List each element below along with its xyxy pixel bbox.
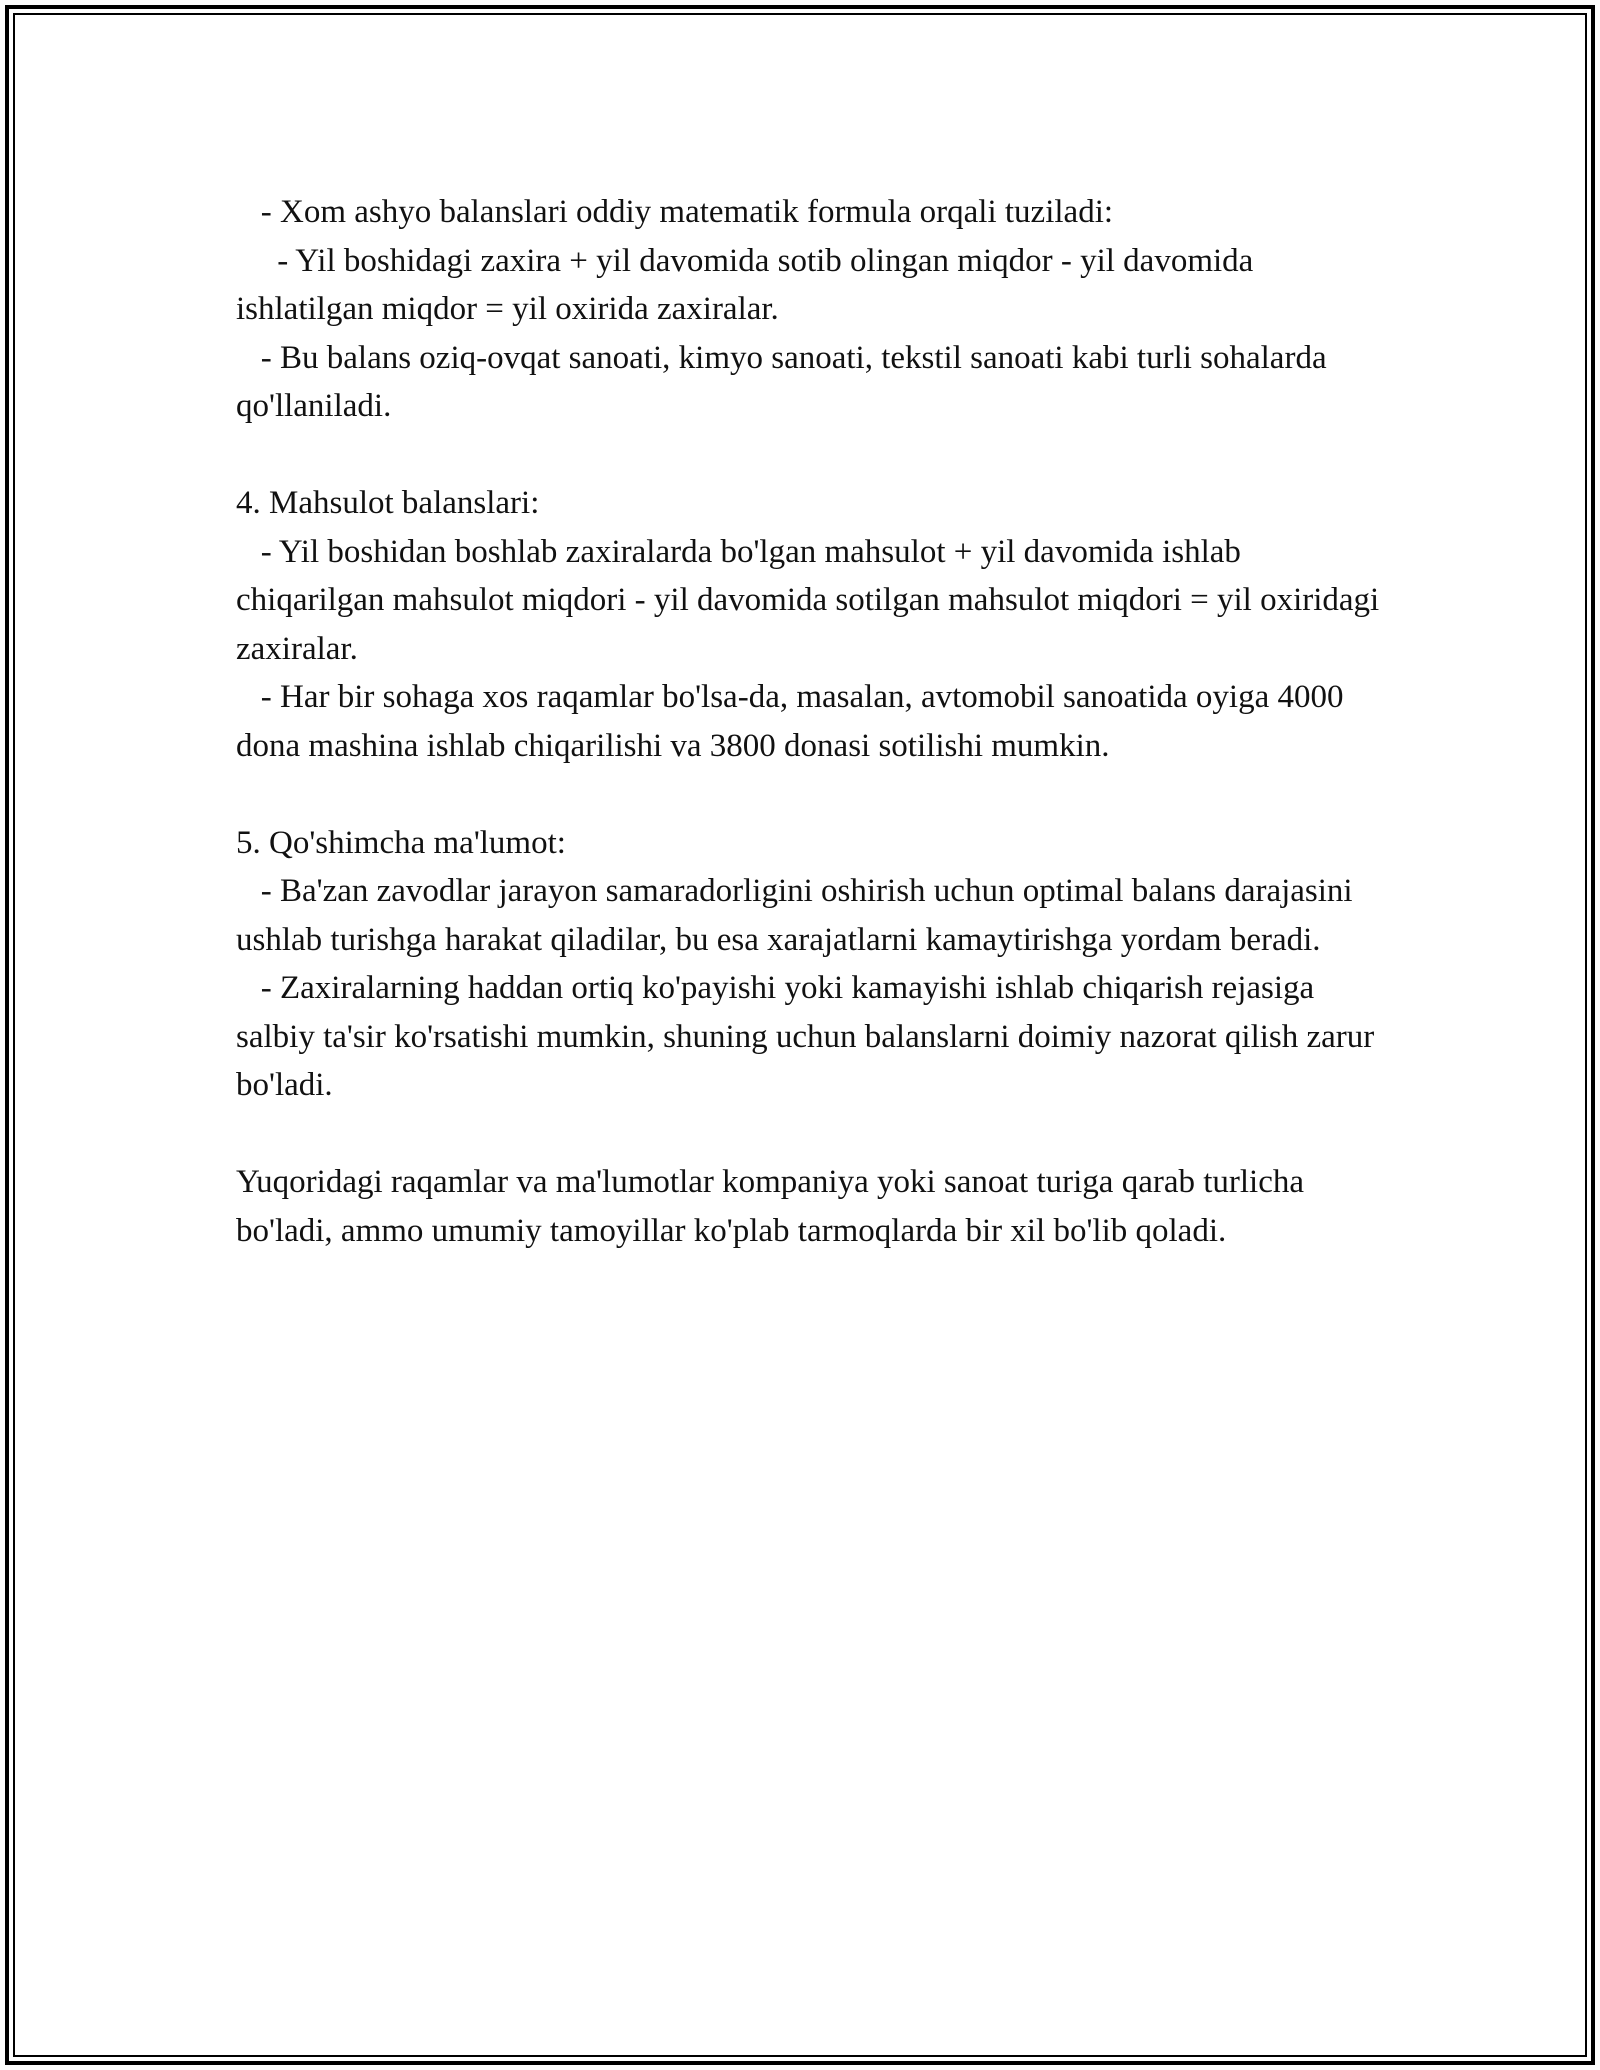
additional-info-optimal-balance: - Ba'zan zavodlar jarayon samaradorligini oshirish uchun optimal balans darajasini ushlab turishga harakat qiladilar, bu esa xarajatlarni kamaytirishga yordam beradi. — [236, 873, 1361, 958]
document-body — [236, 188, 1386, 1255]
product-balance-formula: - Yil boshidan boshlab zaxiralarda bo'lgan mahsulot + yil davomida ishlab chiqarilgan mahsulot miqdori - yil davomida sotilgan mahsulot miqdori = yil oxiridagi zaxiralar. — [236, 533, 1388, 667]
section-5-heading: 5. Qo'shimcha ma'lumot: — [236, 824, 566, 861]
paragraph-gap — [236, 770, 1386, 819]
conclusion-paragraph: Yuqoridagi raqamlar va ma'lumotlar kompaniya yoki sanoat turiga qarab turlicha bo'ladi, ammo umumiy tamoyillar ko'plab tarmoqlarda bir xil bo'lib qoladi. — [236, 1164, 1313, 1249]
raw-balance-formula: - Yil boshidagi zaxira + yil davomida sotib olingan miqdor - yil davomida ishlatilgan miqdor = yil oxirida zaxiralar. — [236, 242, 1262, 327]
raw-balance-usage: - Bu balans oziq-ovqat sanoati, kimyo sanoati, tekstil sanoati kabi turli sohalarda qo'llaniladi. — [236, 339, 1335, 424]
section-4-heading: 4. Mahsulot balanslari: — [236, 485, 540, 521]
raw-balance-intro: - Xom ashyo balanslari oddiy matematik formula orqali tuziladi: — [236, 194, 1114, 230]
product-balance-example: - Har bir sohaga xos raqamlar bo'lsa-da, masalan, avtomobil sanoatida oyiga 4000 dona mashina ishlab chiqarilishi va 3800 donasi sotilishi mumkin. — [236, 679, 1352, 764]
paragraph-gap — [236, 431, 1386, 480]
additional-info-inventory-control: - Zaxiralarning haddan ortiq ko'payishi yoki kamayishi ishlab chiqarish rejasiga salbiy ta'sir ko'rsatishi mumkin, shuning uchun balanslarni doimiy nazorat qilish zarur bo'ladi. — [236, 970, 1383, 1103]
paragraph-gap — [236, 1110, 1386, 1159]
